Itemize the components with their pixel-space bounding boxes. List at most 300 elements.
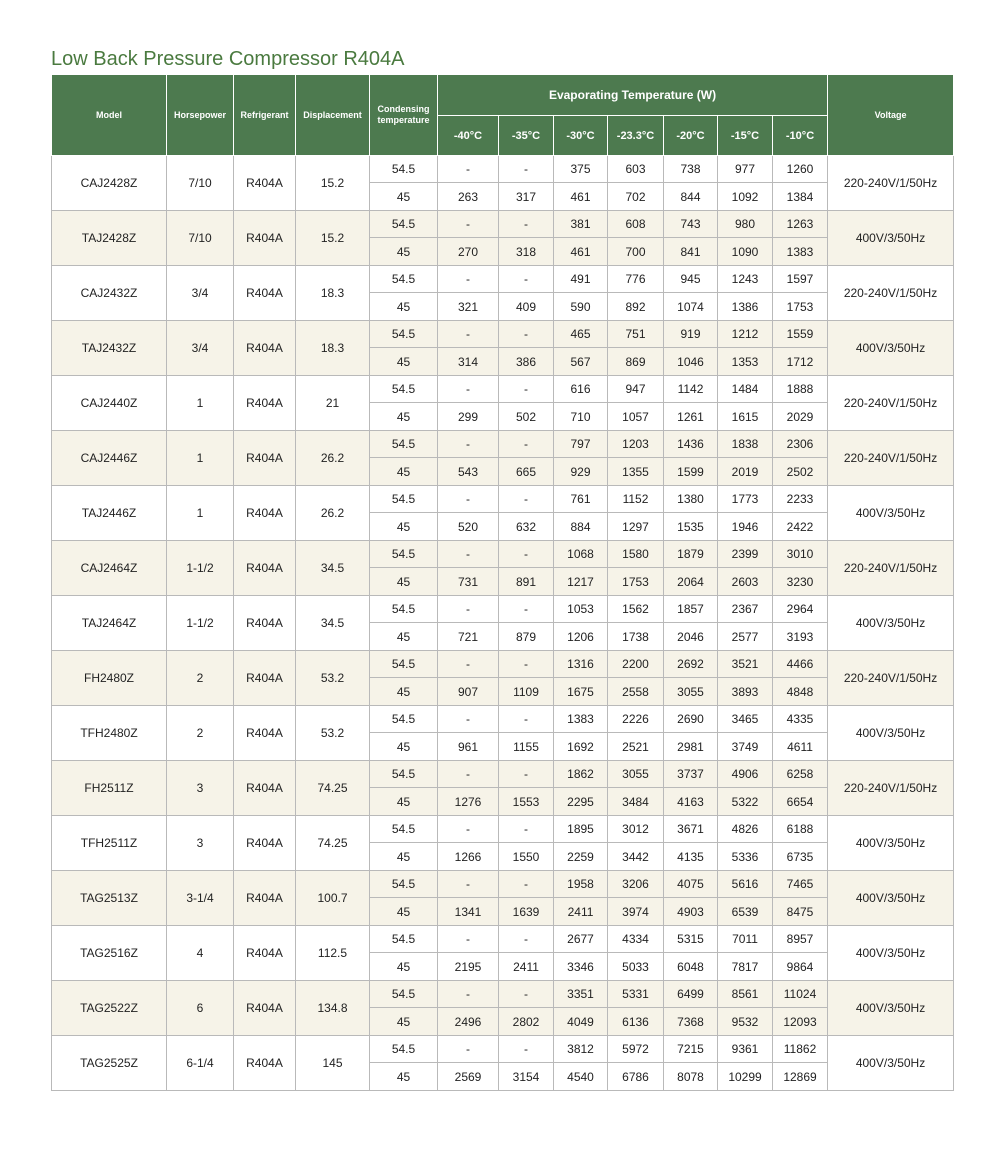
- table-row: [52, 321, 954, 348]
- capacity-cell: -: [438, 431, 499, 458]
- capacity-cell: -: [499, 871, 554, 898]
- capacity-cell: 567: [554, 348, 608, 376]
- horsepower-cell: 1: [167, 431, 234, 486]
- table-row: [52, 596, 954, 623]
- table-row: [52, 761, 954, 788]
- model-cell: TFH2511Z: [52, 816, 167, 871]
- capacity-cell: 2422: [773, 513, 828, 541]
- capacity-cell: 5322: [718, 788, 773, 816]
- header-horsepower: Horsepower: [167, 75, 234, 156]
- capacity-cell: 6499: [664, 981, 718, 1008]
- horsepower-cell: 4: [167, 926, 234, 981]
- capacity-cell: 1316: [554, 651, 608, 678]
- capacity-cell: 665: [499, 458, 554, 486]
- capacity-cell: 1341: [438, 898, 499, 926]
- capacity-cell: 3206: [608, 871, 664, 898]
- condensing-temp-cell: 45: [370, 238, 438, 266]
- capacity-cell: 879: [499, 623, 554, 651]
- refrigerant-cell: R404A: [234, 211, 296, 266]
- capacity-cell: -: [438, 706, 499, 733]
- capacity-cell: 3974: [608, 898, 664, 926]
- capacity-cell: 2259: [554, 843, 608, 871]
- capacity-cell: 270: [438, 238, 499, 266]
- condensing-temp-cell: 45: [370, 898, 438, 926]
- capacity-cell: 465: [554, 321, 608, 348]
- capacity-cell: 919: [664, 321, 718, 348]
- table-row: [52, 156, 954, 183]
- capacity-cell: 3671: [664, 816, 718, 843]
- capacity-cell: 1152: [608, 486, 664, 513]
- capacity-cell: -: [499, 981, 554, 1008]
- capacity-cell: 1090: [718, 238, 773, 266]
- capacity-cell: 2195: [438, 953, 499, 981]
- voltage-cell: 400V/3/50Hz: [828, 926, 954, 981]
- header-temp: -20°C: [664, 116, 718, 156]
- capacity-cell: -: [499, 926, 554, 953]
- condensing-temp-cell: 54.5: [370, 651, 438, 678]
- voltage-cell: 220-240V/1/50Hz: [828, 431, 954, 486]
- capacity-cell: 891: [499, 568, 554, 596]
- displacement-cell: 18.3: [296, 321, 370, 376]
- capacity-cell: 1535: [664, 513, 718, 541]
- capacity-cell: 10299: [718, 1063, 773, 1091]
- capacity-cell: 8475: [773, 898, 828, 926]
- condensing-temp-cell: 45: [370, 293, 438, 321]
- capacity-cell: 3812: [554, 1036, 608, 1063]
- condensing-temp-cell: 54.5: [370, 431, 438, 458]
- capacity-cell: 6136: [608, 1008, 664, 1036]
- capacity-cell: 1212: [718, 321, 773, 348]
- capacity-cell: 6654: [773, 788, 828, 816]
- capacity-cell: -: [438, 376, 499, 403]
- capacity-cell: 7465: [773, 871, 828, 898]
- capacity-cell: 6258: [773, 761, 828, 788]
- voltage-cell: 220-240V/1/50Hz: [828, 156, 954, 211]
- capacity-cell: 321: [438, 293, 499, 321]
- table-row: [52, 871, 954, 898]
- capacity-cell: 4466: [773, 651, 828, 678]
- capacity-cell: 2295: [554, 788, 608, 816]
- capacity-cell: 461: [554, 238, 608, 266]
- capacity-cell: 869: [608, 348, 664, 376]
- capacity-cell: 461: [554, 183, 608, 211]
- capacity-cell: 314: [438, 348, 499, 376]
- capacity-cell: 12093: [773, 1008, 828, 1036]
- refrigerant-cell: R404A: [234, 926, 296, 981]
- capacity-cell: 8561: [718, 981, 773, 1008]
- capacity-cell: 1879: [664, 541, 718, 568]
- capacity-cell: 1599: [664, 458, 718, 486]
- capacity-cell: -: [499, 486, 554, 513]
- capacity-cell: 608: [608, 211, 664, 238]
- capacity-cell: 1888: [773, 376, 828, 403]
- table-row: [52, 816, 954, 843]
- capacity-cell: 1057: [608, 403, 664, 431]
- displacement-cell: 21: [296, 376, 370, 431]
- capacity-cell: 2029: [773, 403, 828, 431]
- displacement-cell: 34.5: [296, 596, 370, 651]
- capacity-cell: 4540: [554, 1063, 608, 1091]
- capacity-cell: -: [499, 376, 554, 403]
- capacity-cell: 2411: [499, 953, 554, 981]
- capacity-cell: 11862: [773, 1036, 828, 1063]
- model-cell: TAG2522Z: [52, 981, 167, 1036]
- capacity-cell: 1550: [499, 843, 554, 871]
- capacity-cell: 317: [499, 183, 554, 211]
- capacity-cell: 1155: [499, 733, 554, 761]
- displacement-cell: 34.5: [296, 541, 370, 596]
- condensing-temp-cell: 54.5: [370, 706, 438, 733]
- capacity-cell: 1297: [608, 513, 664, 541]
- capacity-cell: 743: [664, 211, 718, 238]
- displacement-cell: 134.8: [296, 981, 370, 1036]
- condensing-temp-cell: 54.5: [370, 321, 438, 348]
- capacity-cell: 1895: [554, 816, 608, 843]
- capacity-cell: 929: [554, 458, 608, 486]
- condensing-temp-cell: 54.5: [370, 1036, 438, 1063]
- capacity-cell: 299: [438, 403, 499, 431]
- capacity-cell: 7215: [664, 1036, 718, 1063]
- capacity-cell: 2690: [664, 706, 718, 733]
- capacity-cell: 3893: [718, 678, 773, 706]
- compressor-spec-table: [51, 74, 954, 1091]
- model-cell: TAJ2428Z: [52, 211, 167, 266]
- condensing-temp-cell: 45: [370, 403, 438, 431]
- capacity-cell: 7817: [718, 953, 773, 981]
- horsepower-cell: 3/4: [167, 266, 234, 321]
- capacity-cell: 3193: [773, 623, 828, 651]
- capacity-cell: -: [438, 486, 499, 513]
- capacity-cell: 721: [438, 623, 499, 651]
- condensing-temp-cell: 54.5: [370, 871, 438, 898]
- capacity-cell: 1217: [554, 568, 608, 596]
- capacity-cell: 841: [664, 238, 718, 266]
- voltage-cell: 400V/3/50Hz: [828, 706, 954, 761]
- capacity-cell: 632: [499, 513, 554, 541]
- horsepower-cell: 3: [167, 816, 234, 871]
- capacity-cell: -: [438, 651, 499, 678]
- capacity-cell: 1383: [773, 238, 828, 266]
- refrigerant-cell: R404A: [234, 596, 296, 651]
- condensing-temp-cell: 45: [370, 953, 438, 981]
- condensing-temp-cell: 45: [370, 183, 438, 211]
- capacity-cell: 702: [608, 183, 664, 211]
- voltage-cell: 400V/3/50Hz: [828, 871, 954, 926]
- capacity-cell: 761: [554, 486, 608, 513]
- capacity-cell: 5331: [608, 981, 664, 1008]
- condensing-temp-cell: 54.5: [370, 486, 438, 513]
- table-row: [52, 651, 954, 678]
- horsepower-cell: 1-1/2: [167, 596, 234, 651]
- capacity-cell: 1580: [608, 541, 664, 568]
- table-row: [52, 1036, 954, 1063]
- capacity-cell: 1597: [773, 266, 828, 293]
- voltage-cell: 220-240V/1/50Hz: [828, 266, 954, 321]
- capacity-cell: 2677: [554, 926, 608, 953]
- capacity-cell: 6786: [608, 1063, 664, 1091]
- header-temp: -30°C: [554, 116, 608, 156]
- header-model: Model: [52, 75, 167, 156]
- table-header: [52, 75, 954, 156]
- table-row: [52, 706, 954, 733]
- displacement-cell: 18.3: [296, 266, 370, 321]
- horsepower-cell: 3/4: [167, 321, 234, 376]
- table-row: [52, 431, 954, 458]
- capacity-cell: 1203: [608, 431, 664, 458]
- table-row: [52, 266, 954, 293]
- capacity-cell: 4075: [664, 871, 718, 898]
- capacity-cell: 381: [554, 211, 608, 238]
- capacity-cell: 731: [438, 568, 499, 596]
- capacity-cell: 945: [664, 266, 718, 293]
- capacity-cell: 1553: [499, 788, 554, 816]
- capacity-cell: 1260: [773, 156, 828, 183]
- capacity-cell: -: [438, 596, 499, 623]
- capacity-cell: 1109: [499, 678, 554, 706]
- header-temp: -10°C: [773, 116, 828, 156]
- capacity-cell: 1675: [554, 678, 608, 706]
- capacity-cell: 751: [608, 321, 664, 348]
- capacity-cell: 4906: [718, 761, 773, 788]
- model-cell: TAG2525Z: [52, 1036, 167, 1091]
- capacity-cell: 2399: [718, 541, 773, 568]
- model-cell: FH2511Z: [52, 761, 167, 816]
- capacity-cell: 2603: [718, 568, 773, 596]
- displacement-cell: 26.2: [296, 431, 370, 486]
- capacity-cell: -: [499, 1036, 554, 1063]
- capacity-cell: -: [438, 266, 499, 293]
- capacity-cell: 6539: [718, 898, 773, 926]
- capacity-cell: -: [438, 321, 499, 348]
- voltage-cell: 400V/3/50Hz: [828, 321, 954, 376]
- refrigerant-cell: R404A: [234, 431, 296, 486]
- capacity-cell: 2367: [718, 596, 773, 623]
- capacity-cell: 4135: [664, 843, 718, 871]
- displacement-cell: 74.25: [296, 816, 370, 871]
- condensing-temp-cell: 45: [370, 788, 438, 816]
- horsepower-cell: 1: [167, 376, 234, 431]
- capacity-cell: -: [499, 156, 554, 183]
- capacity-cell: 2802: [499, 1008, 554, 1036]
- capacity-cell: 1773: [718, 486, 773, 513]
- capacity-cell: 2019: [718, 458, 773, 486]
- voltage-cell: 400V/3/50Hz: [828, 816, 954, 871]
- condensing-temp-cell: 45: [370, 348, 438, 376]
- model-cell: TAJ2464Z: [52, 596, 167, 651]
- capacity-cell: 2521: [608, 733, 664, 761]
- capacity-cell: -: [499, 431, 554, 458]
- capacity-cell: -: [499, 211, 554, 238]
- capacity-cell: 2496: [438, 1008, 499, 1036]
- capacity-cell: 4826: [718, 816, 773, 843]
- condensing-temp-cell: 54.5: [370, 266, 438, 293]
- condensing-temp-cell: 45: [370, 843, 438, 871]
- capacity-cell: 1380: [664, 486, 718, 513]
- capacity-cell: 3010: [773, 541, 828, 568]
- capacity-cell: 797: [554, 431, 608, 458]
- capacity-cell: 3484: [608, 788, 664, 816]
- capacity-cell: 1639: [499, 898, 554, 926]
- table-row: [52, 981, 954, 1008]
- capacity-cell: 6735: [773, 843, 828, 871]
- capacity-cell: 590: [554, 293, 608, 321]
- voltage-cell: 400V/3/50Hz: [828, 486, 954, 541]
- model-cell: CAJ2464Z: [52, 541, 167, 596]
- capacity-cell: 616: [554, 376, 608, 403]
- capacity-cell: 2964: [773, 596, 828, 623]
- condensing-temp-cell: 45: [370, 1008, 438, 1036]
- capacity-cell: 3442: [608, 843, 664, 871]
- table-row: [52, 211, 954, 238]
- displacement-cell: 26.2: [296, 486, 370, 541]
- capacity-cell: 1753: [608, 568, 664, 596]
- capacity-cell: 1092: [718, 183, 773, 211]
- capacity-cell: -: [438, 761, 499, 788]
- capacity-cell: 8078: [664, 1063, 718, 1091]
- displacement-cell: 15.2: [296, 156, 370, 211]
- refrigerant-cell: R404A: [234, 321, 296, 376]
- capacity-cell: 961: [438, 733, 499, 761]
- capacity-cell: 1353: [718, 348, 773, 376]
- capacity-cell: -: [499, 816, 554, 843]
- capacity-cell: 1615: [718, 403, 773, 431]
- capacity-cell: 5972: [608, 1036, 664, 1063]
- displacement-cell: 15.2: [296, 211, 370, 266]
- displacement-cell: 100.7: [296, 871, 370, 926]
- capacity-cell: 5033: [608, 953, 664, 981]
- capacity-cell: 1738: [608, 623, 664, 651]
- capacity-cell: 1946: [718, 513, 773, 541]
- voltage-cell: 400V/3/50Hz: [828, 211, 954, 266]
- capacity-cell: 2064: [664, 568, 718, 596]
- capacity-cell: 520: [438, 513, 499, 541]
- refrigerant-cell: R404A: [234, 871, 296, 926]
- condensing-temp-cell: 54.5: [370, 926, 438, 953]
- capacity-cell: 5315: [664, 926, 718, 953]
- capacity-cell: 1857: [664, 596, 718, 623]
- model-cell: FH2480Z: [52, 651, 167, 706]
- model-cell: TAG2513Z: [52, 871, 167, 926]
- capacity-cell: 892: [608, 293, 664, 321]
- capacity-cell: 3749: [718, 733, 773, 761]
- capacity-cell: 2569: [438, 1063, 499, 1091]
- condensing-temp-cell: 45: [370, 678, 438, 706]
- condensing-temp-cell: 45: [370, 1063, 438, 1091]
- model-cell: TFH2480Z: [52, 706, 167, 761]
- capacity-cell: 1074: [664, 293, 718, 321]
- capacity-cell: 3465: [718, 706, 773, 733]
- capacity-cell: -: [499, 651, 554, 678]
- capacity-cell: 3737: [664, 761, 718, 788]
- capacity-cell: 4848: [773, 678, 828, 706]
- capacity-cell: 9532: [718, 1008, 773, 1036]
- page-title: Low Back Pressure Compressor R404A: [51, 48, 405, 70]
- capacity-cell: -: [499, 706, 554, 733]
- capacity-cell: 7368: [664, 1008, 718, 1036]
- table-row: [52, 926, 954, 953]
- condensing-temp-cell: 45: [370, 458, 438, 486]
- capacity-cell: 844: [664, 183, 718, 211]
- capacity-cell: 1753: [773, 293, 828, 321]
- capacity-cell: 4903: [664, 898, 718, 926]
- voltage-cell: 220-240V/1/50Hz: [828, 651, 954, 706]
- table-body: [52, 156, 954, 1091]
- horsepower-cell: 6: [167, 981, 234, 1036]
- capacity-cell: 1046: [664, 348, 718, 376]
- table-row: [52, 376, 954, 403]
- model-cell: CAJ2432Z: [52, 266, 167, 321]
- condensing-temp-cell: 54.5: [370, 596, 438, 623]
- condensing-temp-cell: 54.5: [370, 816, 438, 843]
- horsepower-cell: 7/10: [167, 211, 234, 266]
- voltage-cell: 400V/3/50Hz: [828, 596, 954, 651]
- horsepower-cell: 2: [167, 706, 234, 761]
- capacity-cell: 1266: [438, 843, 499, 871]
- capacity-cell: 6188: [773, 816, 828, 843]
- capacity-cell: 4049: [554, 1008, 608, 1036]
- table-row: [52, 541, 954, 568]
- capacity-cell: 5616: [718, 871, 773, 898]
- capacity-cell: 3351: [554, 981, 608, 1008]
- refrigerant-cell: R404A: [234, 486, 296, 541]
- horsepower-cell: 7/10: [167, 156, 234, 211]
- capacity-cell: 2981: [664, 733, 718, 761]
- capacity-cell: 1276: [438, 788, 499, 816]
- displacement-cell: 53.2: [296, 706, 370, 761]
- capacity-cell: 603: [608, 156, 664, 183]
- capacity-cell: 2306: [773, 431, 828, 458]
- capacity-cell: 1206: [554, 623, 608, 651]
- refrigerant-cell: R404A: [234, 816, 296, 871]
- voltage-cell: 400V/3/50Hz: [828, 981, 954, 1036]
- capacity-cell: 1243: [718, 266, 773, 293]
- capacity-cell: -: [499, 321, 554, 348]
- capacity-cell: 4163: [664, 788, 718, 816]
- capacity-cell: 491: [554, 266, 608, 293]
- horsepower-cell: 1: [167, 486, 234, 541]
- horsepower-cell: 6-1/4: [167, 1036, 234, 1091]
- displacement-cell: 74.25: [296, 761, 370, 816]
- capacity-cell: -: [499, 596, 554, 623]
- capacity-cell: 1383: [554, 706, 608, 733]
- capacity-cell: 1384: [773, 183, 828, 211]
- capacity-cell: 3230: [773, 568, 828, 596]
- header-temp: -35°C: [499, 116, 554, 156]
- capacity-cell: 9864: [773, 953, 828, 981]
- capacity-cell: 947: [608, 376, 664, 403]
- capacity-cell: 1261: [664, 403, 718, 431]
- capacity-cell: 502: [499, 403, 554, 431]
- capacity-cell: 5336: [718, 843, 773, 871]
- refrigerant-cell: R404A: [234, 376, 296, 431]
- capacity-cell: 2411: [554, 898, 608, 926]
- table-row: [52, 486, 954, 513]
- displacement-cell: 112.5: [296, 926, 370, 981]
- header-voltage: Voltage: [828, 75, 954, 156]
- capacity-cell: 1712: [773, 348, 828, 376]
- model-cell: TAJ2446Z: [52, 486, 167, 541]
- displacement-cell: 53.2: [296, 651, 370, 706]
- capacity-cell: 9361: [718, 1036, 773, 1063]
- capacity-cell: 4335: [773, 706, 828, 733]
- capacity-cell: -: [499, 761, 554, 788]
- capacity-cell: 4334: [608, 926, 664, 953]
- capacity-cell: 1484: [718, 376, 773, 403]
- capacity-cell: 3154: [499, 1063, 554, 1091]
- model-cell: TAG2516Z: [52, 926, 167, 981]
- header-temp: -15°C: [718, 116, 773, 156]
- voltage-cell: 220-240V/1/50Hz: [828, 376, 954, 431]
